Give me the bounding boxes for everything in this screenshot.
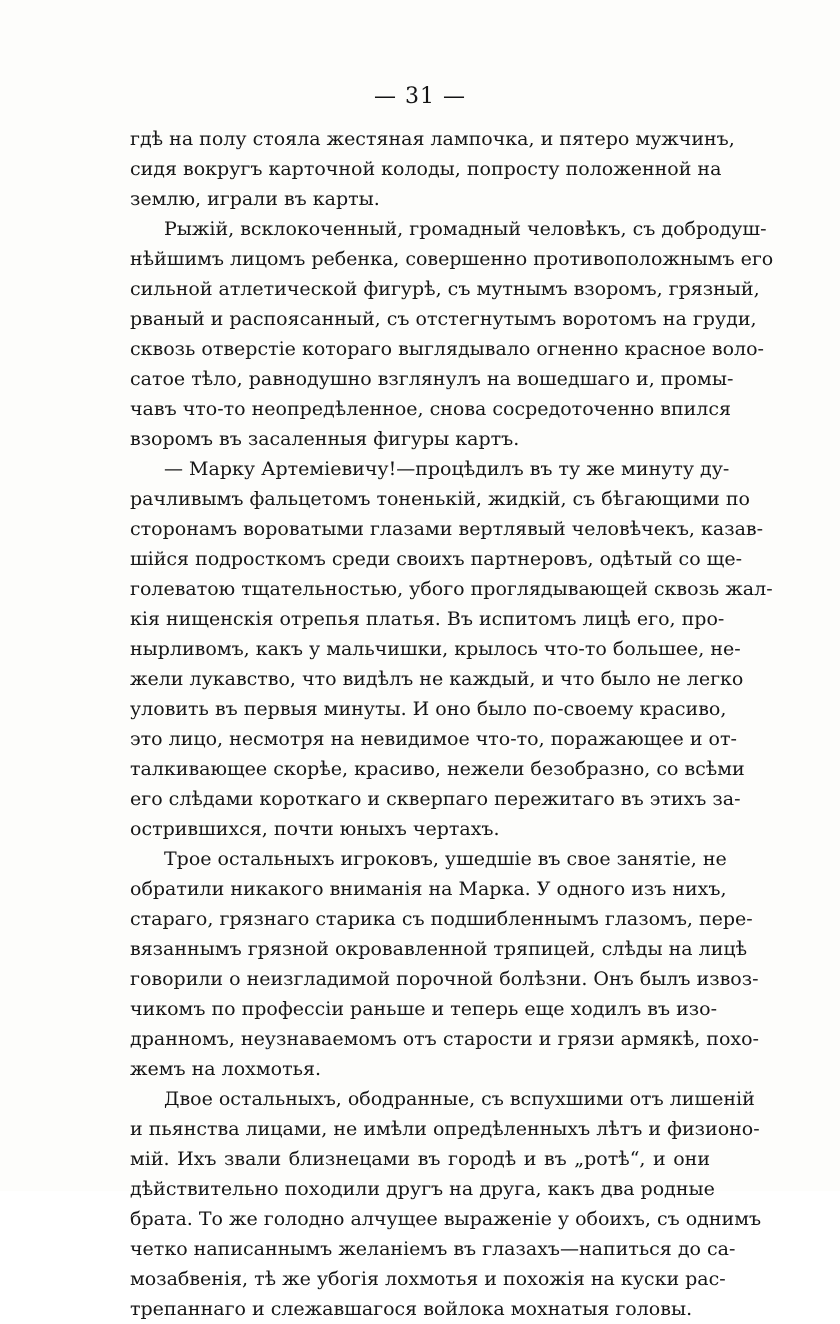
text-line: рваный и распоясанный, съ отстегнутымъ воротомъ на груди, — [130, 308, 757, 330]
text-line: вязаннымъ грязной окровавленной тряпицей, слѣды на лицѣ — [130, 938, 748, 960]
text-line: сторонамъ вороватыми глазами вертлявый человѣчекъ, казав- — [130, 518, 764, 540]
paragraph-1 — [130, 124, 735, 214]
text-line: сквозь отверстіе котораго выглядывало огненно красное воло- — [130, 338, 764, 360]
text-line: и пьянства лицами, не имѣли опредѣленныхъ лѣтъ и физионо- — [130, 1118, 760, 1140]
text-line: Рыжій, всклокоченный, громадный человѣкъ, съ добродуш- — [164, 218, 767, 240]
text-line: кія нищенскія отрепья платья. Въ испитомъ лицѣ его, про- — [130, 608, 725, 630]
text-line: четко написаннымъ желаніемъ въ глазахъ—напиться до са- — [130, 1238, 736, 1260]
text-line: Двое остальныхъ, ободранные, съ вспухшими отъ лишеній — [164, 1088, 755, 1110]
text-line: его слѣдами короткаго и скверпаго пережитаго въ этихъ за- — [130, 788, 741, 810]
text-line: сильной атлетической фигурѣ, съ мутнымъ взоромъ, грязный, — [130, 278, 760, 300]
paragraph-3 — [130, 454, 773, 844]
text-line: мозабвенія, тѣ же убогія лохмотья и похожія на куски рас- — [130, 1268, 726, 1290]
text-line: стараго, грязнаго старика съ подшибленнымъ глазомъ, пере- — [130, 908, 753, 930]
text-line: чавъ что-то неопредѣленное, снова сосредоточенно впился — [130, 398, 731, 420]
body-text — [130, 124, 774, 1324]
text-line: землю, играли въ карты. — [130, 188, 380, 210]
paragraph-5 — [130, 1084, 762, 1324]
text-line: говорили о неизгладимой порочной болѣзни. Онъ былъ извоз- — [130, 968, 759, 990]
page-number: — 31 — — [374, 84, 466, 109]
text-line: сатое тѣло, равнодушно взглянулъ на вошедшаго и, промы- — [130, 368, 734, 390]
text-line: взоромъ въ засаленныя фигуры картъ. — [130, 428, 520, 450]
text-line: уловить въ первыя минуты. И оно было по-своему красиво, — [130, 698, 727, 720]
text-line: брата. То же голодно алчущее выраженіе у обоихъ, съ однимъ — [130, 1208, 762, 1230]
text-line: жемъ на лохмотья. — [130, 1058, 321, 1080]
text-line: голеватою тщательностью, убого проглядывающей сквозь жал- — [130, 578, 773, 600]
text-line: Трое остальныхъ игроковъ, ушедшіе въ свое занятіе, не — [164, 848, 727, 870]
text-line: это лицо, несмотря на невидимое что-то, поражающее и от- — [130, 728, 737, 750]
text-line: — Марку Артеміевичу!—процѣдилъ въ ту же минуту ду- — [164, 458, 730, 480]
text-line: трепаннаго и слежавшагося войлока мохнатыя головы. — [130, 1298, 693, 1320]
text-line: рачливымъ фальцетомъ тоненькій, жидкій, съ бѣгающими по — [130, 488, 750, 510]
text-line: дѣйствительно походили другъ на друга, какъ два родные — [130, 1178, 715, 1200]
paragraph-4 — [130, 844, 759, 1084]
text-line: обратили никакого вниманія на Марка. У одного изъ нихъ, — [130, 878, 727, 900]
text-line: острившихся, почти юныхъ чертахъ. — [130, 818, 500, 840]
text-line: талкивающее скорѣе, красиво, нежели безобразно, со всѣми — [130, 758, 745, 780]
text-line: гдѣ на полу стояла жестяная лампочка, и пятеро мужчинъ, — [130, 128, 735, 150]
text-line: мій. Ихъ звали близнецами въ городѣ и въ „ротѣ“, и они — [130, 1148, 710, 1170]
text-line: нырливомъ, какъ у мальчишки, крылось что-то большее, не- — [130, 638, 741, 660]
text-line: шійся подросткомъ среди своихъ партнеровъ, одѣтый со ще- — [130, 548, 742, 570]
text-line: сидя вокругъ карточной колоды, попросту положенной на — [130, 158, 722, 180]
text-line: нѣйшимъ лицомъ ребенка, совершенно противоположнымъ его — [130, 248, 774, 270]
paragraph-2 — [130, 214, 774, 454]
text-line: чикомъ по профессіи раньше и теперь еще ходилъ въ изо- — [130, 998, 718, 1020]
text-line: дранномъ, неузнаваемомъ отъ старости и грязи армякѣ, похо- — [130, 1028, 759, 1050]
text-line: жели лукавство, что видѣлъ не каждый, и что было не легко — [130, 668, 744, 690]
